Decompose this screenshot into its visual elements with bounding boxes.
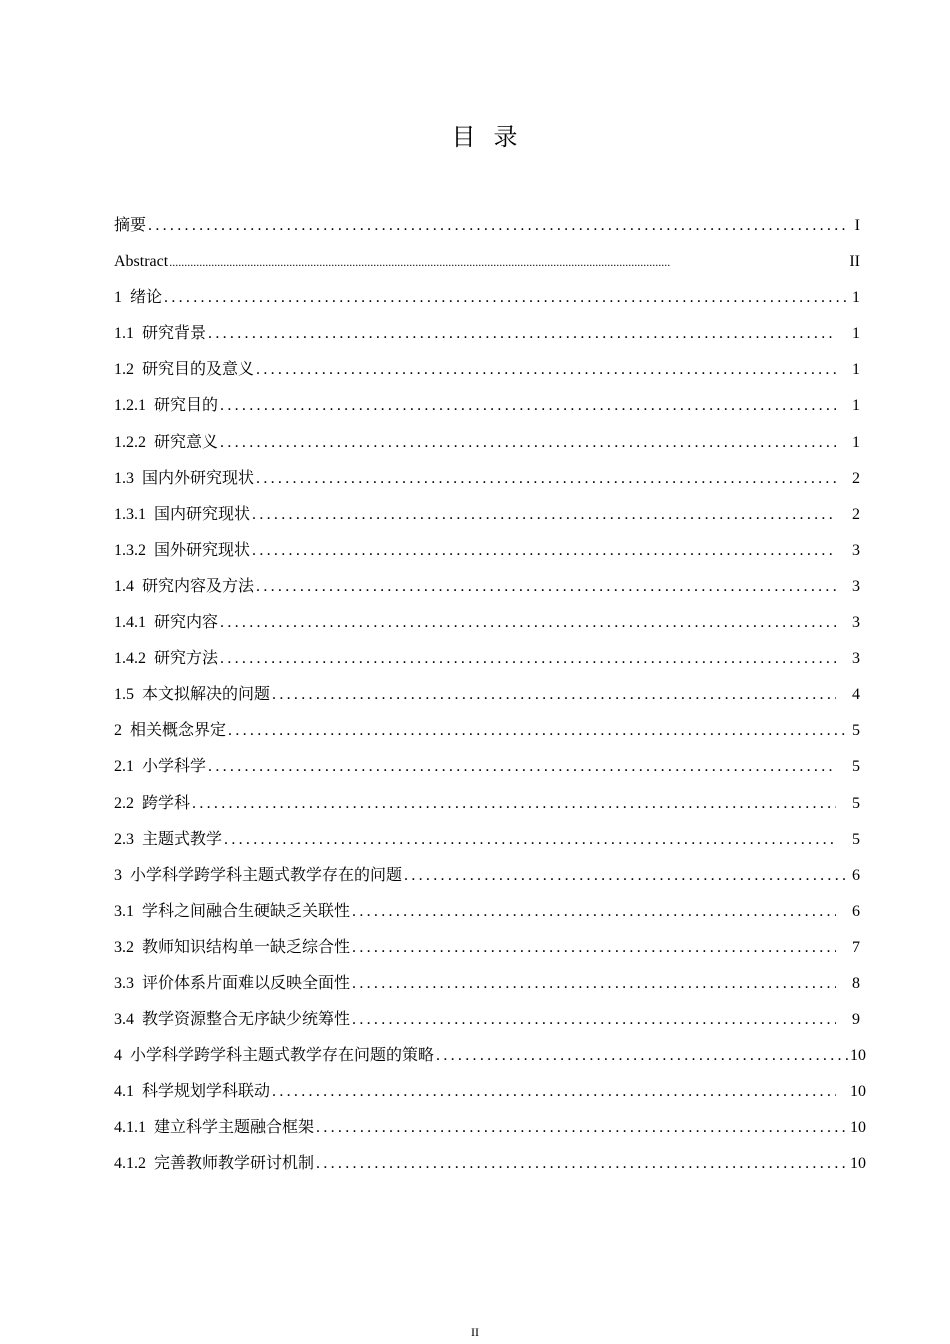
toc-entry-number: 3.4 (114, 1011, 134, 1029)
toc-entry-page: 3 (852, 614, 860, 632)
dot-leader (148, 208, 848, 244)
toc-entry-subsection[interactable] (114, 605, 860, 641)
toc-entry-number: 1.4.2 (114, 650, 146, 668)
toc-entry-chapter-1[interactable] (114, 280, 860, 316)
dot-leader (436, 1038, 848, 1074)
toc-entry-number: 2 (114, 722, 122, 740)
toc-entry-label: 建立科学主题融合框架 (154, 1119, 315, 1137)
toc-entry-number: 3.3 (114, 974, 134, 992)
toc-entry-page: II (849, 253, 860, 271)
toc-entry-section[interactable] (114, 1074, 866, 1110)
toc-entry-number: 1.3.2 (114, 541, 146, 559)
dot-leader (228, 713, 848, 749)
toc-entry-page: 10 (850, 1047, 866, 1065)
toc-entry-label: 本文拟解决的问题 (142, 686, 271, 704)
toc-entry-page: 1 (852, 325, 860, 343)
toc-entry-section[interactable] (114, 822, 860, 858)
toc-entry-page: 9 (852, 1011, 860, 1029)
dot-leader (208, 316, 836, 352)
toc-entry-label: 国内研究现状 (154, 505, 251, 523)
toc-entry-label: 跨学科 (142, 794, 191, 812)
dot-leader (352, 966, 836, 1002)
dot-leader (316, 1146, 848, 1182)
toc-entry-number: 1.4.1 (114, 614, 146, 632)
dot-leader (272, 1074, 836, 1110)
dot-leader (208, 749, 836, 785)
toc-entry-label: Abstract (114, 253, 169, 271)
toc-entry-number: 3.2 (114, 938, 134, 956)
toc-entry-section[interactable] (114, 316, 860, 352)
toc-entry-number: 1.3.1 (114, 505, 146, 523)
toc-entry-label: 国外研究现状 (154, 541, 251, 559)
dot-leader (220, 641, 836, 677)
toc-entry-label: 小学科学 (142, 758, 207, 776)
toc-entry-page: 2 (852, 469, 860, 487)
toc-entry-subsection[interactable] (114, 1146, 866, 1182)
toc-entry-label: 教学资源整合无序缺少统筹性 (142, 1011, 351, 1029)
toc-entry-number: 1 (114, 289, 122, 307)
toc-entry-label: 研究内容及方法 (142, 577, 255, 595)
toc-entry-number: 1.2.1 (114, 397, 146, 415)
toc-entry-abstract-en[interactable] (114, 244, 860, 280)
toc-entry-label: 完善教师教学研讨机制 (154, 1155, 315, 1173)
toc-entry-page: I (854, 217, 860, 234)
dot-leader (252, 497, 836, 533)
toc-entry-page: 10 (850, 1083, 866, 1101)
toc-entry-page: 7 (852, 938, 860, 956)
toc-entry-page: 2 (852, 505, 860, 523)
toc-entry-label: 国内外研究现状 (142, 469, 255, 487)
toc-entry-page: 5 (852, 758, 860, 776)
dot-leader (169, 244, 848, 280)
toc-entry-number: 1.2.2 (114, 433, 146, 451)
toc-entry-chapter-2[interactable] (114, 713, 860, 749)
toc-entry-section[interactable] (114, 352, 860, 388)
toc-entry-page: 1 (852, 397, 860, 415)
toc-entry-label: 研究目的及意义 (142, 361, 255, 379)
toc-entry-label: 研究背景 (142, 325, 207, 343)
toc-entry-section[interactable] (114, 677, 860, 713)
toc-entry-subsection[interactable] (114, 425, 860, 461)
toc-entry-label: 教师知识结构单一缺乏综合性 (142, 938, 351, 956)
toc-entry-page: 10 (850, 1119, 866, 1137)
toc-entry-page: 3 (852, 577, 860, 595)
toc-entry-number: 1.1 (114, 325, 134, 343)
toc-entry-label: 科学规划学科联动 (142, 1083, 271, 1101)
toc-entry-chapter-4[interactable] (114, 1038, 866, 1074)
toc-entry-number: 3.1 (114, 902, 134, 920)
toc-entry-label: 相关概念界定 (130, 722, 227, 740)
toc-entry-number: 2.2 (114, 794, 134, 812)
toc-entry-section[interactable] (114, 930, 860, 966)
toc-entry-number: 4.1.2 (114, 1155, 146, 1173)
dot-leader (220, 605, 836, 641)
toc-list (114, 208, 866, 1183)
toc-entry-section[interactable] (114, 966, 860, 1002)
toc-entry-label: 研究目的 (154, 397, 219, 415)
dot-leader (316, 1110, 848, 1146)
toc-entry-page: 4 (852, 686, 860, 704)
toc-entry-subsection[interactable] (114, 497, 860, 533)
toc-entry-subsection[interactable] (114, 1110, 866, 1146)
toc-entry-page: 3 (852, 541, 860, 559)
toc-entry-number: 4.1 (114, 1083, 134, 1101)
dot-leader (164, 280, 848, 316)
toc-entry-label: 研究方法 (154, 650, 219, 668)
toc-entry-page: 5 (852, 794, 860, 812)
toc-entry-subsection[interactable] (114, 533, 860, 569)
dot-leader (220, 388, 836, 424)
toc-title: 目 录 (451, 125, 524, 151)
toc-entry-section[interactable] (114, 461, 860, 497)
toc-entry-page: 6 (852, 866, 860, 884)
toc-entry-section[interactable] (114, 1002, 860, 1038)
toc-entry-page: 10 (850, 1155, 866, 1173)
toc-entry-chapter-3[interactable] (114, 858, 860, 894)
toc-entry-label: 摘要 (114, 217, 147, 234)
dot-leader (352, 1002, 836, 1038)
toc-entry-page: 6 (852, 902, 860, 920)
toc-entry-number: 1.5 (114, 686, 134, 704)
toc-entry-number: 1.4 (114, 577, 134, 595)
dot-leader (404, 858, 848, 894)
toc-entry-page: 1 (852, 433, 860, 451)
toc-entry-section[interactable] (114, 894, 860, 930)
dot-leader (256, 569, 836, 605)
toc-entry-number: 4 (114, 1047, 122, 1065)
toc-entry-subsection[interactable] (114, 641, 860, 677)
toc-entry-label: 研究意义 (154, 433, 219, 451)
toc-entry-label: 评价体系片面难以反映全面性 (142, 974, 351, 992)
page-number-footer: II (471, 1325, 479, 1339)
toc-entry-page: 3 (852, 650, 860, 668)
dot-leader (256, 461, 836, 497)
toc-entry-label: 主题式教学 (142, 830, 223, 848)
toc-entry-number: 2.1 (114, 758, 134, 776)
toc-entry-page: 1 (852, 361, 860, 379)
toc-entry-number: 3 (114, 866, 122, 884)
toc-entry-number: 1.2 (114, 361, 134, 379)
toc-entry-section[interactable] (114, 749, 860, 785)
dot-leader (220, 425, 836, 461)
toc-entry-subsection[interactable] (114, 388, 860, 424)
toc-entry-page: 5 (852, 722, 860, 740)
dot-leader (192, 786, 836, 822)
toc-entry-page: 5 (852, 830, 860, 848)
dot-leader (352, 930, 836, 966)
dot-leader (352, 894, 836, 930)
toc-entry-label: 研究内容 (154, 614, 219, 632)
dot-leader (272, 677, 836, 713)
toc-entry-number: 1.3 (114, 469, 134, 487)
toc-entry-page: 1 (852, 289, 860, 307)
toc-entry-label: 小学科学跨学科主题式教学存在的问题 (130, 866, 403, 884)
dot-leader (252, 533, 836, 569)
toc-entry-label: 学科之间融合生硬缺乏关联性 (142, 902, 351, 920)
toc-entry-number: 4.1.1 (114, 1119, 146, 1137)
toc-entry-label: 绪论 (130, 289, 163, 307)
dot-leader (256, 352, 836, 388)
toc-entry-label: 小学科学跨学科主题式教学存在问题的策略 (130, 1047, 435, 1065)
toc-entry-abstract-cn[interactable] (114, 208, 860, 244)
toc-entry-number: 2.3 (114, 830, 134, 848)
toc-entry-section[interactable] (114, 786, 860, 822)
toc-entry-section[interactable] (114, 569, 860, 605)
dot-leader (224, 822, 836, 858)
toc-entry-page: 8 (852, 974, 860, 992)
